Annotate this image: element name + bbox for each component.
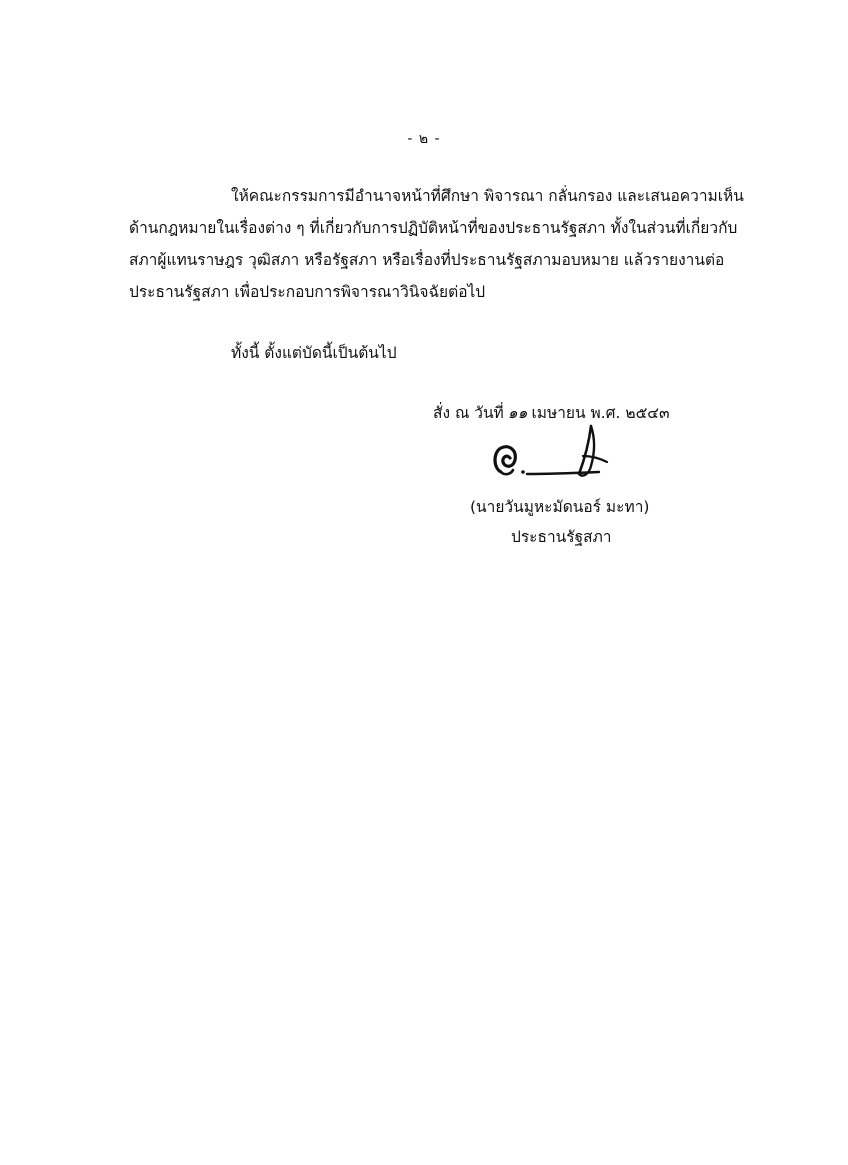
paragraph-effective-date: ทั้งนี้ ตั้งแต่บัดนี้เป็นต้นไป bbox=[231, 344, 397, 362]
order-month-year: เมษายน พ.ศ. ๒๕๔๓ bbox=[531, 404, 670, 422]
paragraph-line: ประธานรัฐสภา เพื่อประกอบการพิจารณาวินิจฉัยต่อไป bbox=[129, 283, 486, 301]
paragraph-line: สภาผู้แทนราษฎร วุฒิสภา หรือรัฐสภา หรือเรื่องที่ประธานรัฐสภามอบหมาย แล้วรายงานต่อ bbox=[129, 251, 725, 269]
order-date-prefix: สั่ง ณ วันที่ bbox=[433, 404, 504, 422]
paragraph-line: ให้คณะกรรมการมีอำนาจหน้าที่ศึกษา พิจารณา กลั่นกรอง และเสนอความเห็น bbox=[231, 187, 744, 205]
paragraph-line: ด้านกฎหมายในเรื่องต่าง ๆ ที่เกี่ยวกับการปฏิบัติหน้าที่ของประธานรัฐสภา ทั้งในส่วนที่เกี่ยวกับ bbox=[129, 219, 738, 237]
page-number: - ๒ - bbox=[407, 131, 441, 147]
signatory-name: (นายวันมูหะมัดนอร์ มะทา) bbox=[470, 498, 650, 516]
signatory-title: ประธานรัฐสภา bbox=[511, 528, 612, 546]
handwritten-signature bbox=[487, 422, 617, 488]
order-day: ๑๑ bbox=[507, 404, 528, 422]
paragraph-committee-duties bbox=[129, 180, 744, 308]
